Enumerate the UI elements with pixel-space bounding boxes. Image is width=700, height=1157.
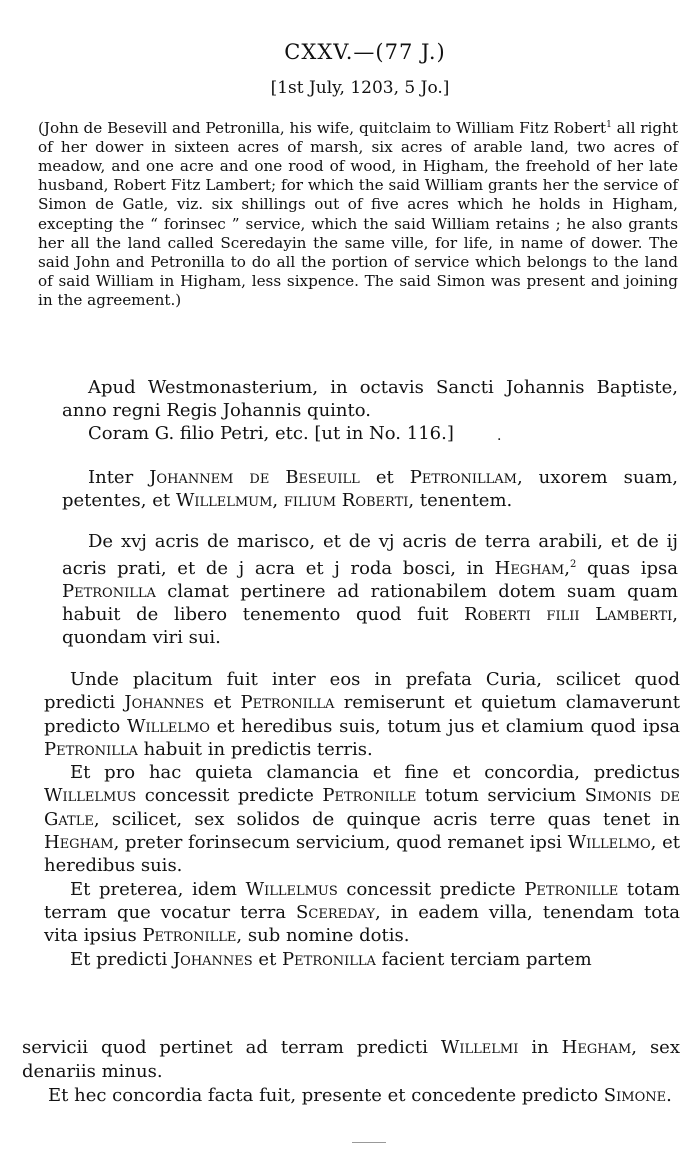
- text-run: , sub nomine dotis.: [236, 925, 410, 947]
- name-run: Petronillam: [409, 467, 517, 488]
- apud-line: Apud Westmonasterium, in octavis Sancti Johannis Baptiste, anno regni Regis Johannis quinto.: [62, 377, 678, 421]
- text-run: , scilicet, sex solidos de quinque acris terre quas tenet in: [93, 808, 680, 830]
- text-run: , preter forinsecum servicium, quod remanet ipsi: [113, 832, 568, 854]
- text-run: Et pro hac quieta clamancia et fine et concordia, predictus: [70, 762, 680, 784]
- property-text: [62, 530, 678, 649]
- property-paragraph: [62, 530, 678, 649]
- name-run: Petronille: [142, 925, 237, 947]
- name-run: Petronilla: [282, 948, 376, 970]
- summary-text-2: all right of her dower in sixteen acres of marsh, six acres of arable land, two acres of meadow, and one acre and one rood of wood, in Higham, the freehold of her late husband, Robert Fitz Lambert; for which the said William grants her the service of Simon de Gatle, viz. six shillings out of five acres which he holds in Higham, excepting the “ forinsec ” service, which the said William retains ; he also grants her all the land called Sceredayin the same ville, for life, in name of dower. The said John and Petronilla to do all the portion of service which belongs to the land of said William in Higham, less sixpence. The said Simon was present and joining in the agreement.): [38, 119, 679, 309]
- text-run: et: [204, 692, 241, 714]
- text-run: servicii quod pertinet ad terram predicti: [22, 1037, 441, 1058]
- apud-paragraph: [62, 376, 678, 445]
- text-run: habuit in predictis terris.: [137, 738, 373, 760]
- stray-mark: ·: [497, 432, 502, 448]
- name-run: Hegham: [44, 832, 114, 854]
- name-run: Petronilla: [44, 738, 138, 760]
- text-run: , uxorem suam, petentes, et: [62, 467, 678, 511]
- text-run: et: [359, 467, 410, 488]
- text-run: Unde placitum fuit inter eos in prefata Curia, scilicet quod predicti: [44, 669, 680, 714]
- name-run: Willelmus: [245, 878, 338, 900]
- coram-line: Coram G. filio Petri, etc. [ut in No. 116.]: [88, 423, 454, 444]
- footnote-marker: 1: [606, 120, 612, 130]
- name-run: Scereday: [296, 901, 375, 923]
- text-run: Et predicti: [70, 948, 173, 970]
- name-run: Petronilla: [62, 581, 156, 602]
- text-run: , tenentem.: [408, 490, 513, 511]
- name-run: Hegham,: [494, 558, 570, 579]
- text-run: clamat pertinere ad rationabilem dotem suam quam habuit de libero tenemento quod fuit: [62, 581, 678, 625]
- parties-text: [62, 466, 678, 512]
- servicii-paragraph: [22, 1036, 680, 1084]
- text-run: , in eadem villa, tenendam tota vita ipsius: [44, 901, 681, 947]
- bottom-divider: [352, 1142, 386, 1143]
- text-run: totum servicium: [416, 785, 585, 807]
- footnote-marker: 2: [569, 559, 577, 570]
- text-run: , quondam viri sui.: [62, 604, 678, 648]
- preterea-paragraph: [44, 878, 680, 948]
- name-run: Johannem de Beseuill: [149, 467, 360, 488]
- name-run: Johannes: [172, 948, 253, 970]
- name-run: Johannes: [124, 692, 205, 714]
- text-run: quas ipsa: [576, 558, 678, 579]
- text-run: totam terram que vocatur terra: [44, 878, 681, 923]
- charter-date: [1st July, 1203, 5 Jo.]: [270, 78, 450, 98]
- unde-paragraph: [44, 668, 680, 761]
- name-run: Willelmum, filium Roberti: [175, 490, 409, 511]
- name-run: Willelmo: [126, 715, 210, 737]
- text-run: in: [518, 1037, 562, 1058]
- text-run: et: [252, 948, 283, 970]
- name-run: Petronille: [524, 878, 619, 900]
- name-run: Hegham: [561, 1037, 632, 1058]
- text-run: , et heredibus suis.: [44, 832, 681, 877]
- pro-hac-paragraph: [44, 761, 680, 877]
- closing-paragraphs: [22, 1036, 680, 1108]
- summary-text-1: (John de Besevill and Petronilla, his wife, quitclaim to William Fitz Robert: [38, 119, 607, 138]
- concordia-paragraph: [22, 1084, 680, 1108]
- text-run: Et preterea, idem: [70, 878, 246, 900]
- text-run: concessit predicte: [337, 878, 525, 900]
- text-run: Et hec concordia facta fuit, presente et concedente predicto: [48, 1085, 604, 1106]
- name-run: Willelmus: [44, 785, 137, 807]
- parties-paragraph: [62, 466, 678, 512]
- name-run: Willelmi: [440, 1037, 519, 1058]
- name-run: Petronille: [322, 785, 417, 807]
- name-run: Simone: [603, 1085, 667, 1106]
- text-run: , sex denariis minus.: [22, 1037, 680, 1082]
- text-run: Inter: [88, 467, 150, 488]
- predicti-paragraph: [44, 948, 680, 971]
- text-run: remiserunt et quietum clamaverunt predicto: [44, 692, 680, 737]
- text-run: concessit predicte: [136, 785, 323, 807]
- name-run: Petronilla: [240, 692, 335, 714]
- english-summary: [38, 116, 678, 310]
- text-run: .: [666, 1085, 672, 1106]
- name-run: Willelmo: [567, 832, 651, 854]
- text-run: et heredibus suis, totum jus et clamium quod ipsa: [209, 715, 680, 737]
- name-run: Simonis de Gatle: [44, 785, 680, 830]
- text-run: facient terciam partem: [375, 948, 592, 970]
- charter-heading: CXXV.—(77 J.): [284, 40, 446, 64]
- text-run: De xvj acris de marisco, et de vj acris de terra arabili, et de ij acris prati, et de j acra et j roda bosci, in: [62, 531, 678, 579]
- name-run: Roberti filii Lamberti: [464, 604, 673, 625]
- agreement-paragraphs: [44, 668, 680, 971]
